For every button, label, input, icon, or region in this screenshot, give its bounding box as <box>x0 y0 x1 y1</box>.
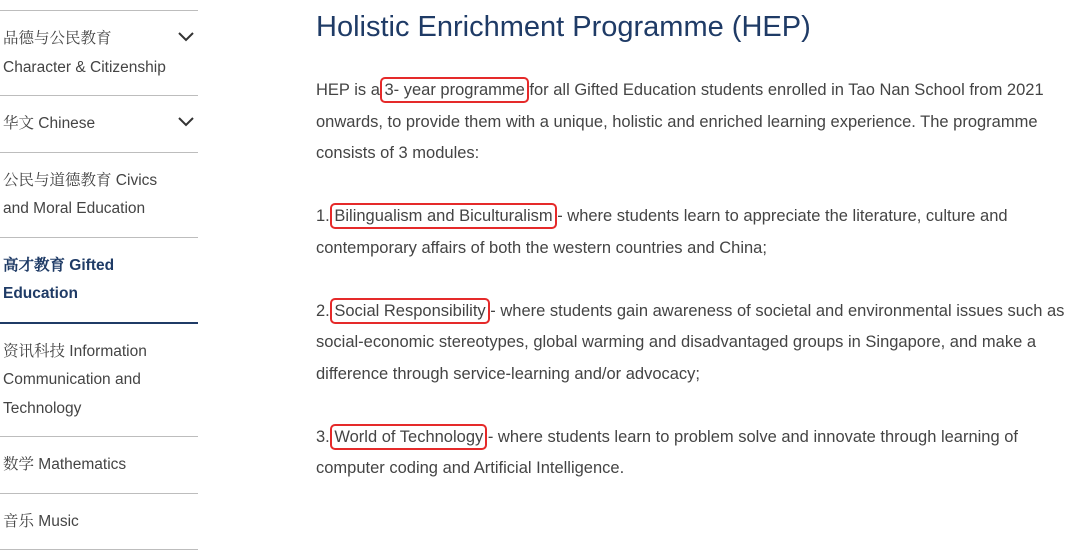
sidebar-item-label: 音乐 Music <box>3 513 79 530</box>
module-number: 3. <box>316 428 334 446</box>
module-description: - where students learn to problem solve and innovate through learning of computer coding and Artificial Intelligence. <box>316 428 1018 478</box>
module-item <box>316 201 1076 264</box>
module-item <box>316 296 1076 391</box>
sidebar-item-music[interactable] <box>0 494 198 550</box>
sidebar-item-label-english: Character & Citizenship <box>3 54 168 83</box>
module-number: 2. <box>316 302 334 320</box>
intro-text-before: HEP is a <box>316 81 384 99</box>
sidebar-item-mathematics[interactable] <box>0 437 198 494</box>
sidebar-item-gifted-education[interactable] <box>0 238 198 324</box>
sidebar-nav <box>0 10 198 550</box>
intro-paragraph <box>316 75 1076 170</box>
sidebar-item-character-citizenship[interactable] <box>0 11 198 96</box>
highlight-duration: 3- year programme <box>384 81 524 99</box>
module-item <box>316 422 1076 485</box>
module-description: - where students learn to appreciate the literature, culture and contemporary affairs of both the western countries and China; <box>316 207 1008 257</box>
sidebar-item-label-chinese: 品德与公民教育 <box>3 25 168 54</box>
module-name-highlight: World of Technology <box>334 428 483 446</box>
sidebar-item-civics-moral-education[interactable] <box>0 153 198 238</box>
chevron-down-icon[interactable] <box>176 112 196 132</box>
sidebar-item-label: 数学 Mathematics <box>3 456 126 473</box>
module-number: 1. <box>316 207 334 225</box>
page-title: Holistic Enrichment Programme (HEP) <box>316 6 1076 48</box>
module-name-highlight: Social Responsibility <box>334 302 485 320</box>
chevron-down-icon[interactable] <box>176 27 196 47</box>
module-name-highlight: Bilingualism and Biculturalism <box>334 207 552 225</box>
sidebar-item-label: 高才教育 Gifted Education <box>3 257 114 303</box>
module-description: - where students gain awareness of societal and environmental issues such as social-economic stereotypes, global warming and disadvantaged groups in Singapore, and make a difference through service-learning and/or advocacy; <box>316 302 1064 383</box>
intro-text-after: for all Gifted Education students enrolled in Tao Nan School from 2021 onwards, to provide them with a unique, holistic and enriched learning experience. The programme consists of 3 modules: <box>316 81 1044 162</box>
sidebar-item-label: 资讯科技 Information Communication and Technology <box>3 343 147 417</box>
sidebar-item-ict[interactable] <box>0 324 198 438</box>
sidebar-item-label: 公民与道德教育 Civics and Moral Education <box>3 172 157 218</box>
sidebar-item-chinese[interactable] <box>0 96 198 153</box>
sidebar-item-label: 华文 Chinese <box>3 115 95 132</box>
main-content <box>316 6 1076 485</box>
